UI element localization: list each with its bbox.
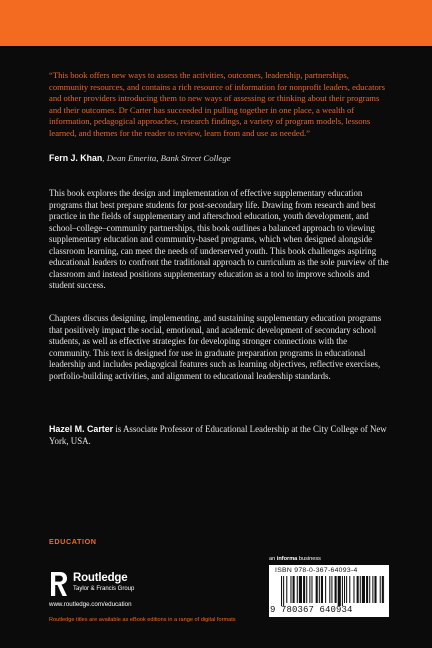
publisher-group: Taylor & Francis Group: [73, 586, 135, 592]
barcode-bar: [325, 576, 326, 603]
barcode-bar: [319, 576, 320, 603]
barcode-bar: [374, 576, 376, 603]
ebook-availability-note: Routledge titles are available as eBook editions in a range of digital formats: [49, 617, 236, 623]
barcode-bar: [297, 576, 298, 603]
description-paragraph-2: Chapters discuss designing, implementing, and sustaining supplementary education programs that positively impact the social, emotional, and academic development of secondary school students, as well as effective strategies for developing stronger connections with the community. This text is designed for use in graduate preparation programs in educational leadership and includes pedagogical features such as learning objectives, reflective exercises, portfolio-building activities, and alignment to educational leadership standards.: [49, 313, 382, 381]
publisher-website: www.routledge.com/education: [49, 601, 132, 608]
isbn-label: ISBN 978-0-367-64093-4: [275, 567, 358, 574]
endorsement-attribution: [49, 153, 389, 164]
top-color-band: [0, 0, 432, 46]
routledge-r-icon: [49, 571, 69, 597]
barcode-bar: [349, 576, 350, 603]
barcode-bar: [303, 576, 305, 603]
informa-business-line: an informa business: [269, 556, 321, 562]
barcode-bar: [321, 576, 323, 603]
barcode-bar: [283, 576, 284, 606]
barcode-bar: [342, 576, 343, 606]
author-bio: [49, 424, 389, 447]
barcode-bar: [366, 576, 368, 603]
barcode-bar: [331, 576, 332, 603]
attribution-separator: ,: [102, 153, 107, 163]
author-bio-text: is Associate Professor of Educational Leadership at the City College of New York, USA.: [49, 424, 387, 446]
barcode-bar: [309, 576, 310, 603]
barcode-bar: [286, 576, 287, 603]
barcode-bar: [335, 576, 337, 603]
barcode-bar: [380, 576, 381, 603]
barcode-bar: [290, 576, 291, 603]
publisher-name: Routledge: [73, 572, 128, 584]
endorser-name: Fern J. Khan: [49, 153, 103, 163]
endorser-role: Dean Emerita, Bank Street College: [106, 153, 231, 163]
barcode-bar: [293, 576, 295, 603]
barcode-bar: [329, 576, 330, 603]
barcode-bar: [382, 576, 384, 603]
barcode-bar: [281, 576, 282, 606]
barcode-digits: 9 780367 640934: [270, 605, 353, 615]
barcode-bars: [273, 576, 385, 606]
barcode-bar: [311, 576, 312, 603]
endorsement-quote: “This book offers new ways to assess the activities, outcomes, leadership, partnerships, community resources, and contains a rich resource of information for nonprofit leaders, educators and other providers introducing them to new ways of assessing or thinking about their programs and their outcomes. Dr Carter has succeeded in pulling together in one place, a wealth of information, pedagogical approaches, research findings, a variety of program models, lessons learned, and themes for the reader to review, learn from and use as needed.”: [49, 70, 385, 138]
barcode-bar: [357, 576, 359, 603]
barcode-bar: [338, 576, 341, 606]
barcode-bar: [346, 576, 347, 603]
barcode-bar: [306, 576, 307, 603]
informa-brand: informa: [276, 556, 298, 562]
barcode-box: [269, 565, 389, 617]
barcode-bar: [372, 576, 373, 603]
barcode-bar: [362, 576, 365, 603]
barcode-bar: [344, 576, 345, 603]
author-name: Hazel M. Carter: [49, 424, 114, 434]
barcode-bar: [360, 576, 361, 603]
barcode-bar: [316, 576, 318, 603]
barcode-bar: [299, 576, 302, 603]
description-paragraph-1: This book explores the design and implementation of effective supplementary education programs that best prepare students for post-secondary life. Drawing from research and best practice in the fields of supplementary and afterschool education, youth development, and school–college–community partnerships, this book outlines a balanced approach to viewing supplementary education and community-based programs, which when designed alongside classroom learning, can meet the needs of underserved youth. This book challenges aspiring educational leaders to confront the traditional approach to curriculum as the sole purview of the classroom and instead positions supplementary education as a tool to improve schools and student success.: [49, 188, 389, 290]
barcode-bar: [369, 576, 370, 603]
category-label: EDUCATION: [49, 537, 97, 546]
barcode-bar: [353, 576, 354, 603]
